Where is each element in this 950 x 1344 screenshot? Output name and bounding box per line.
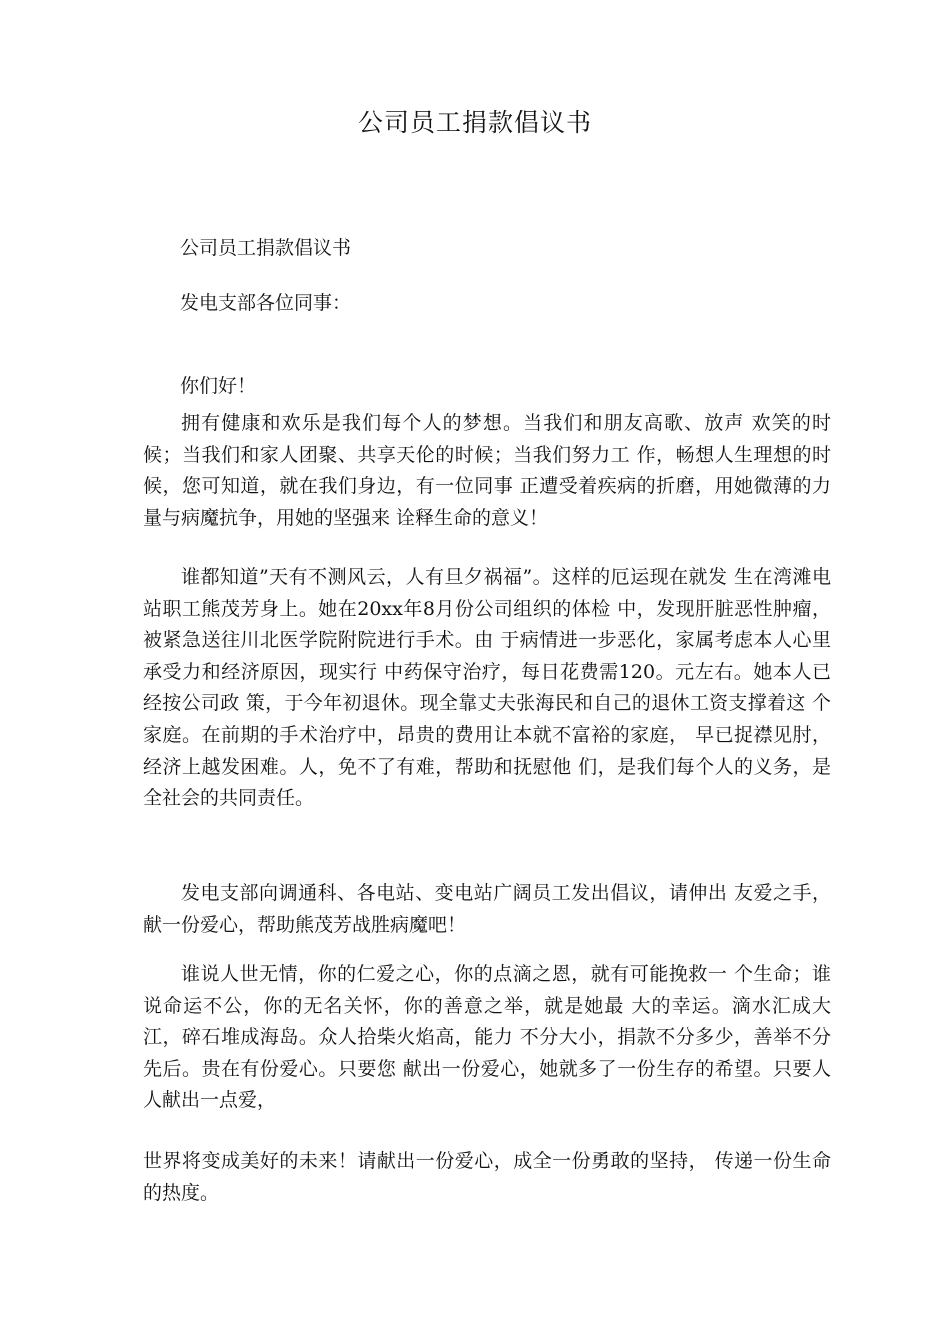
paragraph-4: 谁说人世无情，你的仁爱之心，你的点滴之恩，就有可能挽救一 个生命；谁说命运不公，你的无名关怀，你的善意之举，就是她最 大的幸运。滴水汇成大江，碎石堆成海岛。众人拾柴火焰高，能力 不分大小，捐款不分多少，善举不分先后。贵在有份爱心。只要您 献出一份爱心，她就多了一份生存的希望。只要人人献出一点爱，	[143, 963, 831, 1112]
salutation: 发电支部各位同事：	[180, 292, 352, 314]
paragraph-1: 拥有健康和欢乐是我们每个人的梦想。当我们和朋友高歌、放声 欢笑的时候；当我们和家人团聚、共享天伦的时候；当我们努力工 作，畅想人生理想的时候，您可知道，就在我们身边，有一位同事 正遭受着疾病的折磨，用她微薄的力量与病魔抗争，用她的坚强来 诠释生命的意义！	[143, 412, 831, 529]
document-subtitle: 公司员工捐款倡议书	[180, 237, 352, 259]
paragraph-3: 发电支部向调通科、各电站、变电站广阔员工发出倡议，请伸出 友爱之手，献一份爱心，帮助熊茂芳战胜病魔吧！	[143, 882, 831, 936]
paragraph-5: 世界将变成美好的未来！请献出一份爱心，成全一份勇敢的坚持， 传递一份生命的热度。	[143, 1150, 831, 1204]
paragraph-2: 谁都知道”天有不测风云，人有旦夕祸福”。这样的厄运现在就发 生在湾滩电站职工熊茂芳身上。她在20xx年8月份公司组织的体检 中，发现肝脏恶性肿瘤，被紧急送往川北医学院附院进行手术。由 于病情进一步恶化，家属考虑本人心里承受力和经济原因，现实行 中药保守治疗，每日花费需120。元左右。她本人已经按公司政 策，于今年初退休。现全靠丈夫张海民和自己的退休工资支撑着这 个家庭。在前期的手术治疗中，昂贵的费用让本就不富裕的家庭， 早已捉襟见肘，经济上越发困难。人，免不了有难，帮助和抚慰他 们，是我们每个人的义务，是全社会的共同责任。	[143, 566, 831, 810]
greeting: 你们好！	[180, 375, 257, 397]
page-title: 公司员工捐款倡议书	[357, 108, 592, 137]
